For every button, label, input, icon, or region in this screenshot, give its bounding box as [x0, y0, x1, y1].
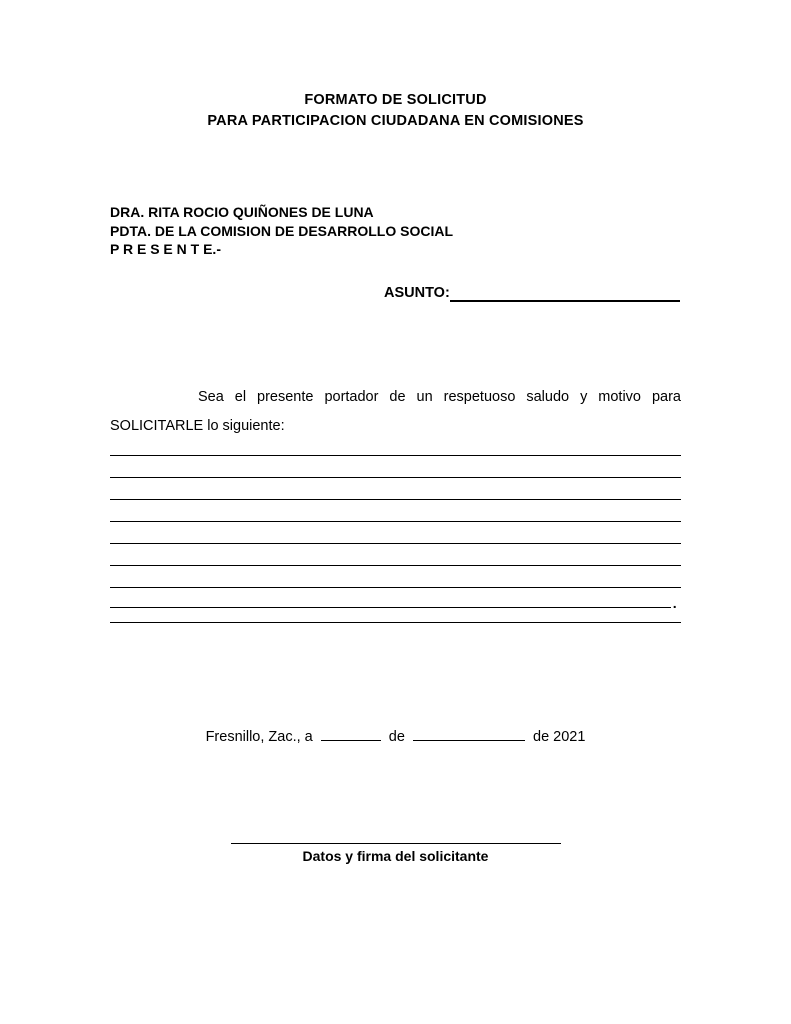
date-suffix: de 2021 [533, 729, 586, 745]
blank-lines [110, 434, 681, 623]
document-title [0, 90, 791, 132]
date-prefix: Fresnillo, Zac., a [205, 729, 313, 745]
blank-line-rule [110, 587, 681, 588]
blank-line [110, 566, 681, 588]
blank-line [110, 434, 681, 456]
body-paragraph: Sea el presente portador de un respetuoso saludo y motivo para SOLICITARLE lo siguiente: [110, 389, 681, 434]
date-month-blank [413, 726, 525, 741]
blank-line-rule [110, 477, 681, 478]
signature-caption: Datos y firma del solicitante [302, 848, 489, 864]
asunto-label: ASUNTO: [384, 285, 450, 301]
blank-line [110, 588, 681, 611]
addressee-presente: P R E S E N T E.- [110, 241, 221, 257]
blank-line [110, 522, 681, 544]
date-line [0, 726, 791, 746]
line-end-period: . [672, 595, 677, 611]
blank-line-rule [110, 521, 681, 522]
asunto-row [384, 284, 680, 302]
addressee-block [110, 203, 453, 259]
asunto-blank-line [450, 284, 680, 302]
addressee-name: DRA. RITA ROCIO QUIÑONES DE LUNA [110, 204, 374, 220]
blank-line [110, 608, 681, 623]
addressee-position: PDTA. DE LA COMISION DE DESARROLLO SOCIAL [110, 222, 454, 239]
title-line-1: FORMATO DE SOLICITUD [304, 92, 487, 108]
signature-line [231, 829, 561, 844]
blank-line-rule [110, 455, 681, 456]
title-line-2: PARA PARTICIPACION CIUDADANA EN COMISIONES [207, 113, 584, 129]
blank-line [110, 478, 681, 500]
date-mid: de [388, 729, 405, 745]
date-day-blank [321, 726, 381, 741]
blank-line-rule [110, 607, 671, 608]
blank-line [110, 544, 681, 566]
blank-line [110, 500, 681, 522]
blank-line [110, 456, 681, 478]
blank-line-rule [110, 543, 681, 544]
signature-block [0, 829, 791, 864]
blank-line-rule [110, 499, 681, 500]
blank-line-rule [110, 565, 681, 566]
blank-line-rule [110, 622, 681, 623]
